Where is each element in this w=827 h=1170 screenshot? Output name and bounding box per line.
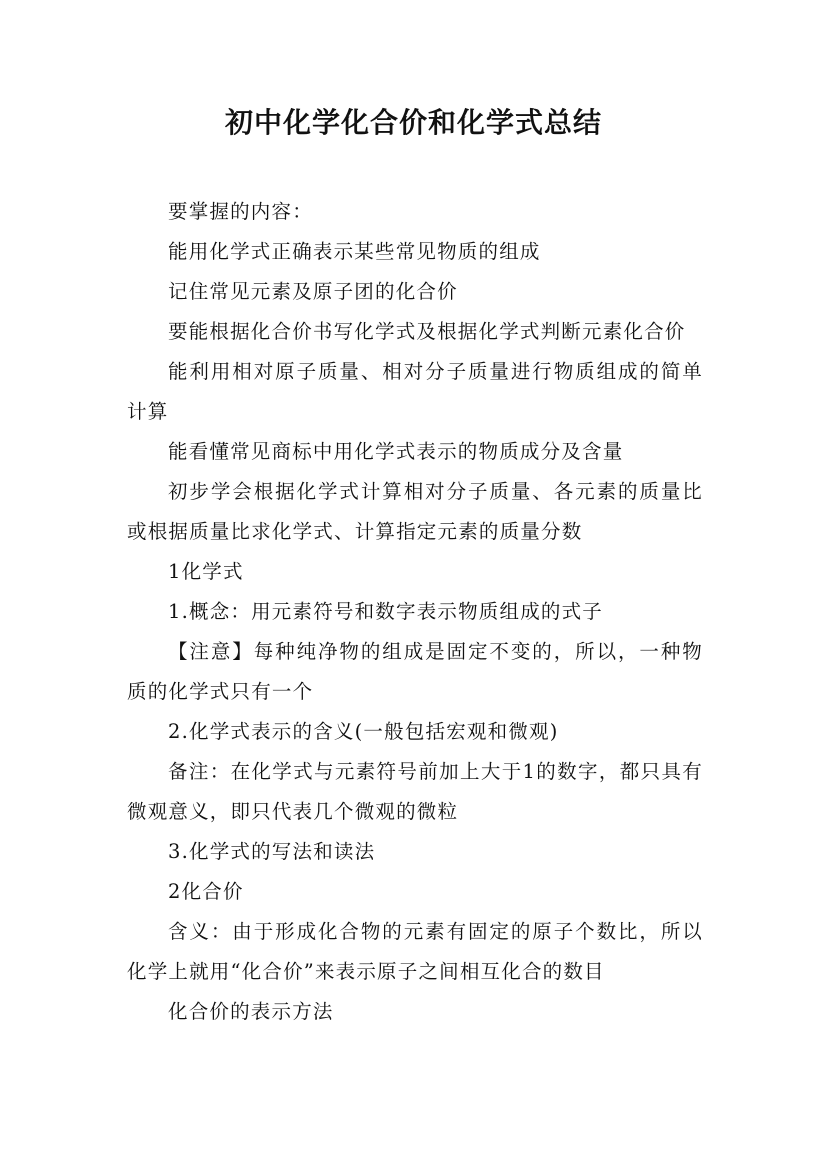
paragraph-valence-notation: 化合价的表示方法 bbox=[168, 1000, 334, 1023]
section-heading-valence: 2化合价 bbox=[168, 880, 244, 903]
paragraph-concept: 1.概念：用元素符号和数字表示物质组成的式子 bbox=[168, 600, 604, 623]
paragraph-objective-5: 能看懂常见商标中用化学式表示的物质成分及含量 bbox=[168, 440, 624, 463]
paragraph-meaning: 2.化学式表示的含义(一般包括宏观和微观) bbox=[168, 720, 559, 743]
paragraph-objectives-heading: 要掌握的内容： bbox=[168, 200, 313, 223]
paragraph-objective-1: 能用化学式正确表示某些常见物质的组成 bbox=[168, 240, 541, 263]
paragraph-writing-reading: 3.化学式的写法和读法 bbox=[168, 840, 376, 863]
document-body bbox=[127, 192, 703, 1032]
paragraph-remark: 备注：在化学式与元素符号前加上大于1的数字，都只具有微观意义，即只代表几个微观的微粒 bbox=[127, 760, 703, 823]
paragraph-objective-2: 记住常见元素及原子团的化合价 bbox=[168, 280, 458, 303]
paragraph-objective-6: 初步学会根据化学式计算相对分子质量、各元素的质量比或根据质量比求化学式、计算指定元素的质量分数 bbox=[127, 480, 703, 543]
document-title: 初中化学化合价和化学式总结 bbox=[224, 106, 602, 139]
paragraph-note: 【注意】每种纯净物的组成是固定不变的，所以，一种物质的化学式只有一个 bbox=[127, 640, 703, 703]
paragraph-valence-meaning: 含义：由于形成化合物的元素有固定的原子个数比，所以化学上就用“化合价”来表示原子之间相互化合的数目 bbox=[127, 920, 703, 983]
paragraph-objective-4: 能利用相对原子质量、相对分子质量进行物质组成的简单计算 bbox=[127, 360, 703, 423]
section-heading-formula: 1化学式 bbox=[168, 560, 244, 583]
paragraph-objective-3: 要能根据化合价书写化学式及根据化学式判断元素化合价 bbox=[168, 320, 686, 343]
